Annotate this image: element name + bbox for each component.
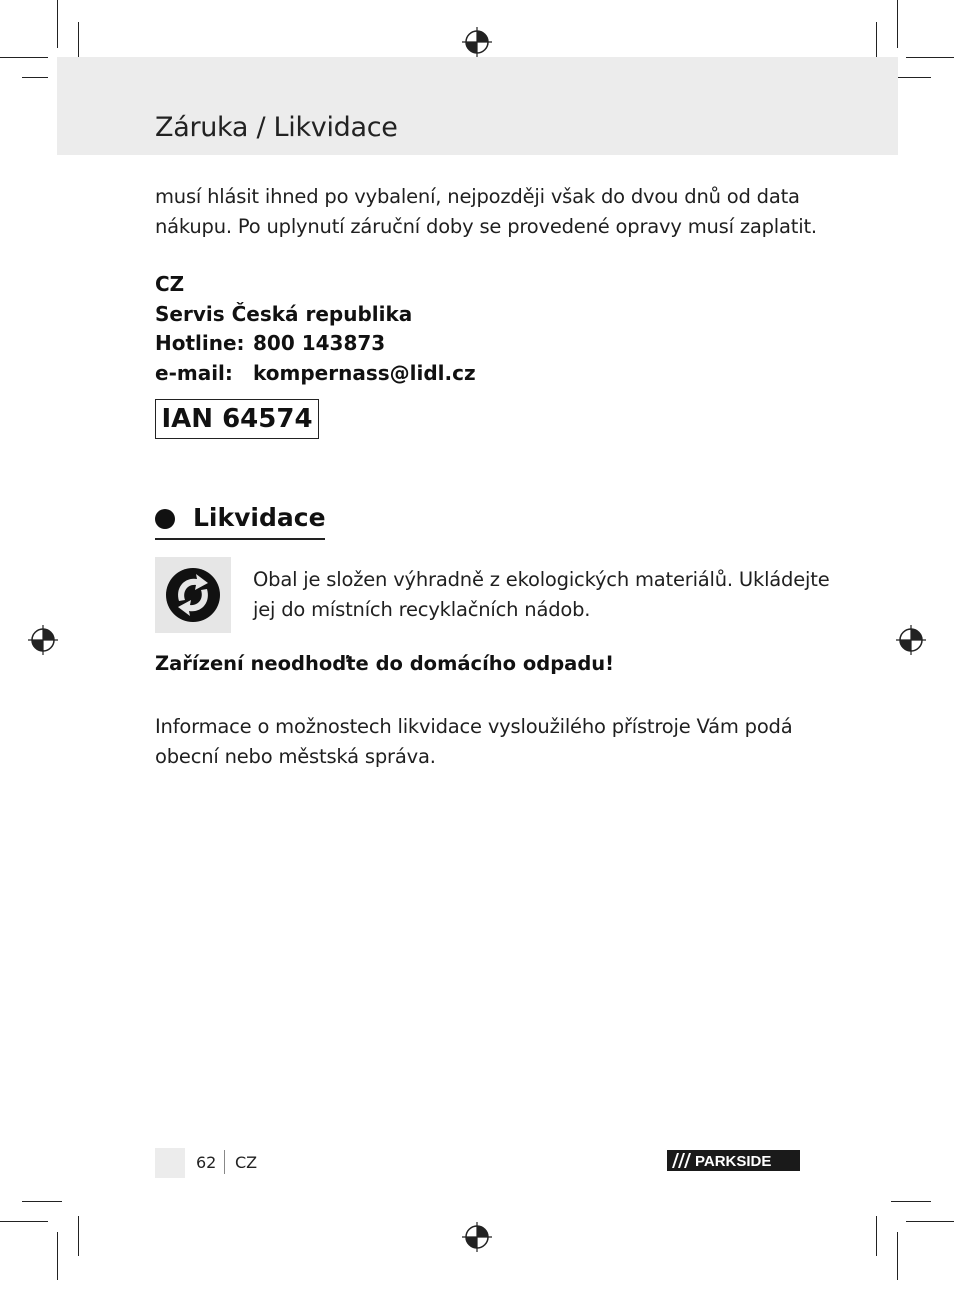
registration-mark-icon — [28, 625, 58, 655]
registration-mark-icon — [462, 27, 492, 57]
crop-mark — [78, 22, 79, 62]
bullet-icon — [155, 509, 175, 529]
parkside-logo — [667, 1150, 800, 1171]
footer-separator — [224, 1150, 225, 1174]
crop-mark — [876, 22, 877, 62]
intro-paragraph — [155, 182, 817, 241]
crop-mark — [906, 57, 954, 58]
crop-mark — [897, 0, 898, 48]
contact-email — [155, 359, 476, 389]
registration-mark-icon — [896, 625, 926, 655]
crop-mark — [876, 1216, 877, 1256]
contact-service: Servis Česká republika — [155, 301, 413, 326]
info-paragraph — [155, 712, 793, 771]
service-contact — [155, 270, 476, 388]
intro-line: nákupu. Po uplynutí záruční doby se provedené opravy musí zaplatit. — [155, 214, 817, 238]
info-line: Informace o možnostech likvidace vysloužilého přístroje Vám podá — [155, 715, 793, 738]
crop-mark — [897, 1232, 898, 1280]
crop-mark — [22, 77, 48, 78]
registration-mark-icon — [462, 1222, 492, 1252]
ian-box: IAN 64574 — [155, 399, 319, 439]
contact-country: CZ — [155, 272, 185, 296]
page-number: 62 — [196, 1153, 217, 1172]
hotline-value: 800 143873 — [253, 331, 386, 355]
recycle-line: jej do místních recyklačních nádob. — [253, 597, 591, 621]
email-label: e-mail: — [155, 360, 233, 385]
section-underline — [155, 538, 325, 540]
footer-box — [155, 1148, 185, 1178]
green-dot-recycle-icon — [155, 557, 231, 633]
brand-text: PARKSIDE — [695, 1153, 772, 1170]
intro-line: musí hlásit ihned po vybalení, nejpozději však do dvou dnů od data — [155, 185, 800, 208]
crop-mark — [906, 1221, 954, 1222]
email-value: kompernass@lidl.cz — [253, 360, 476, 385]
crop-mark — [57, 0, 58, 48]
crop-mark — [22, 1201, 62, 1202]
recycle-line: Obal je složen výhradně z ekologických materiálů. Ukládejte — [253, 568, 830, 591]
crop-mark — [57, 1232, 58, 1280]
info-line: obecní nebo městská správa. — [155, 744, 436, 768]
section-title: Likvidace — [193, 503, 326, 532]
recycle-paragraph — [253, 565, 830, 624]
disposal-warning: Zařízení neodhoďte do domácího odpadu! — [155, 652, 615, 675]
page-title: Záruka / Likvidace — [155, 112, 398, 143]
crop-mark — [78, 1216, 79, 1256]
crop-mark — [891, 1201, 931, 1202]
crop-mark — [0, 57, 48, 58]
section-heading — [155, 503, 325, 537]
crop-mark — [0, 1221, 48, 1222]
contact-hotline — [155, 329, 476, 359]
footer-language: CZ — [235, 1153, 258, 1172]
hotline-label: Hotline: — [155, 331, 245, 355]
recycle-icon-box — [155, 557, 231, 633]
